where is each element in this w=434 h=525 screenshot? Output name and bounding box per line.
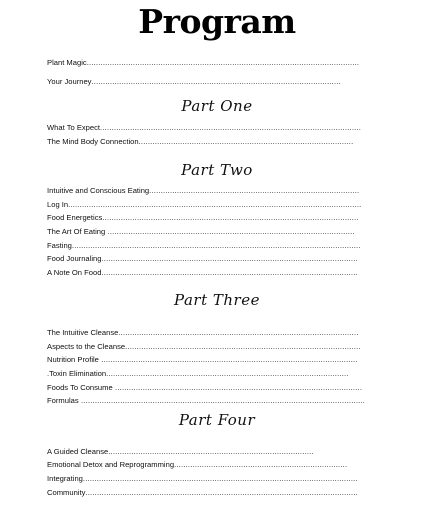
toc-label: Food Journaling: [47, 254, 102, 263]
toc-leader: ...........................................................................................................: [112, 383, 363, 392]
toc-entry-intuitive-conscious-eating[interactable]: [47, 185, 398, 197]
toc-leader: ...............................................................................................................: [102, 213, 359, 222]
toc-label: Aspects to the Cleanse: [47, 342, 126, 351]
toc-label: Log In: [47, 200, 69, 209]
toc-entry-note-on-food[interactable]: [47, 267, 398, 279]
toc-leader: ......................................................................................................................: [86, 58, 360, 67]
toc-entry-mind-body-connection[interactable]: [47, 136, 398, 148]
toc-label: Formulas: [47, 396, 79, 405]
toc-entry-guided-cleanse[interactable]: [47, 446, 398, 458]
part-two-heading: Part Two: [181, 161, 253, 179]
toc-entry-aspects-cleanse[interactable]: [47, 341, 398, 353]
toc-entry-intuitive-cleanse[interactable]: [47, 327, 398, 339]
toc-label: Community: [47, 488, 86, 497]
toc-label: Intuitive and Conscious Eating: [47, 186, 150, 195]
toc-leader: .............................................................................................................................: [71, 241, 361, 250]
toc-leader: ...........................................................................................: [149, 186, 360, 195]
toc-entry-formulas[interactable]: [47, 395, 398, 407]
toc-entry-toxin-elimination[interactable]: [47, 368, 398, 380]
toc-label: Fasting: [47, 241, 72, 250]
toc-leader: .............................................................................................: [138, 137, 354, 146]
toc-leader: ...............................................................................................................: [101, 254, 358, 263]
toc-leader: .........................................................................................: [108, 447, 314, 456]
toc-leader: ...............................................................................................................: [98, 355, 358, 364]
toc-entry-what-to-expect[interactable]: [47, 122, 398, 134]
toc-leader: .........................................................................................................: [106, 369, 349, 378]
toc-leader: .................................................................................................................: [100, 123, 362, 132]
toc-label: Foods To Consume: [47, 383, 113, 392]
toc-label: A Note On Food: [47, 268, 102, 277]
toc-entry-integrating[interactable]: [47, 473, 398, 485]
toc-entry-food-journaling[interactable]: [47, 253, 398, 265]
toc-leader: ...........................................................................................................: [105, 227, 355, 236]
toc-entry-emotional-detox[interactable]: [47, 459, 398, 471]
toc-leader: .......................................................................................................................: [82, 474, 358, 483]
toc-label: The Intuitive Cleanse: [47, 328, 119, 337]
part-one-heading: Part One: [181, 97, 253, 115]
toc-entry-foods-to-consume[interactable]: [47, 382, 398, 394]
toc-entry-art-of-eating[interactable]: [47, 226, 398, 238]
toc-leader: ......................................................................................................: [125, 342, 361, 351]
toc-label: What To Expect: [47, 123, 101, 132]
toc-entry-food-energetics[interactable]: [47, 212, 398, 224]
toc-label: A Guided Cleanse: [47, 447, 109, 456]
part-four-heading: Part Four: [178, 411, 256, 429]
page-title: Program: [138, 2, 296, 41]
toc-leader: ......................................................................................................................: [85, 488, 358, 497]
toc-leader: ...........................................................................: [174, 460, 348, 469]
part-three-heading: Part Three: [174, 291, 260, 309]
toc-entry-nutrition-profile[interactable]: [47, 354, 398, 366]
toc-entry-log-in[interactable]: [47, 199, 398, 211]
toc-leader: ...............................................................................................................: [101, 268, 358, 277]
toc-label: Emotional Detox and Reprogramming: [47, 460, 175, 469]
toc-label: The Mind Body Connection: [47, 137, 139, 146]
toc-label: The Art Of Eating: [47, 227, 106, 236]
toc-entry-fasting[interactable]: [47, 240, 398, 252]
toc-entry-your-journey[interactable]: [47, 76, 398, 88]
toc-label: .Toxin Elimination: [47, 369, 107, 378]
toc-entry-community[interactable]: [47, 487, 398, 499]
toc-leader: ...........................................................................................................................: [78, 396, 366, 405]
toc-leader: ........................................................................................................: [118, 328, 359, 337]
toc-leader: ...............................................................................................................................: [68, 200, 362, 209]
toc-label: Food Energetics: [47, 213, 103, 222]
toc-label: Integrating: [47, 474, 83, 483]
toc-label: Nutrition Profile: [47, 355, 99, 364]
toc-entry-plant-magic[interactable]: [47, 57, 398, 69]
toc-leader: ............................................................................................................: [91, 77, 341, 86]
toc-label: Your Journey: [47, 77, 92, 86]
toc-label: Plant Magic: [47, 58, 87, 67]
